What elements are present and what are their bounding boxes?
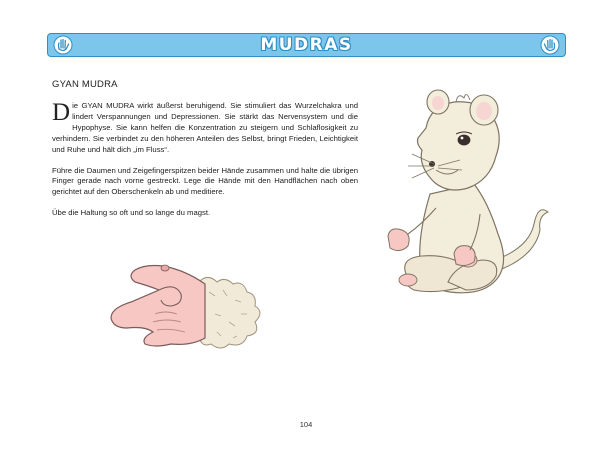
paragraph-1-text: ie GYAN MUDRA wirkt äußerst beruhigend. Sie stimuliert das Wurzelchakra und lindert Verspannungen und Depressionen. Sie stärkt das Nervensystem und die Hypophyse. Sie kann helfen die Konzentration zu steigern und Schlaflosigkeit zu verhindern. Sie verbindet zu den höheren Anteilen des Selbst, bringt Frieden, Leichtigkeit und Ruhe und hält dich „im Fluss“. — [52, 101, 358, 154]
paragraph-instructions: Führe die Daumen und Zeigefingerspitzen beider Hände zusammen und halte die übrigen Finger gerade nach vorne gestreckt. Lege die Hände mit den Handflächen nach oben gerichtet auf den Oberschenkeln ab und meditiere. — [52, 165, 358, 197]
meditating-mouse-illustration — [378, 84, 576, 306]
body-text — [52, 101, 358, 229]
drop-cap: D — [52, 99, 71, 126]
page-number: 104 — [299, 420, 313, 429]
paragraph-intro — [52, 101, 358, 156]
hand-icon — [540, 35, 560, 55]
page-title: MUDRAS — [260, 35, 353, 55]
paragraph-practice: Übe die Haltung so oft und so lange du magst. — [52, 208, 211, 218]
section-heading: GYAN MUDRA — [52, 79, 118, 90]
header-banner — [47, 33, 566, 57]
gyan-mudra-hand-illustration — [105, 252, 275, 360]
